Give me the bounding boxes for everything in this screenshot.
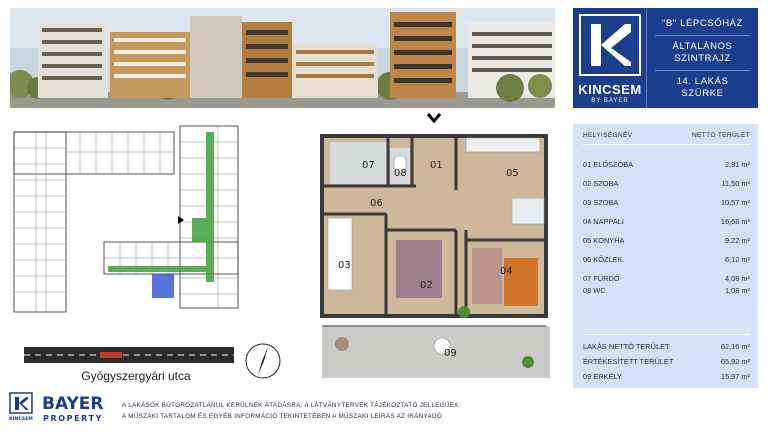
unit-line2: SZÜRKE — [681, 88, 724, 99]
room-label-01: 01 — [430, 160, 443, 171]
divider — [655, 70, 750, 71]
room-label-03: 03 — [338, 260, 351, 271]
plan-type-line1: ÁLTALÁNOS — [672, 41, 733, 52]
disclaimer-line1: A LAKÁSOK BÚTOROZATLANUL KERÜLNEK ÁTADÁSRA, A LÁTVÁNYTERVEK TÁJÉKOZTATÓ JELLEGŰEK. — [122, 402, 461, 409]
north-compass-icon — [244, 342, 282, 380]
room-label-04: 04 — [500, 266, 513, 277]
disclaimer-line2: A MŰSZAKI TARTALOM ÉS EGYÉB INFORMÁCIÓ TEKINTETÉBEN A MŰSZAKI LEÍRÁS AZ IRÁNYADÓ — [122, 413, 443, 420]
room-name: 05 KONYHA — [583, 236, 625, 245]
floor-plan-image — [316, 130, 552, 382]
header-name: HELYISÉGNÉV — [583, 132, 633, 139]
room-area: 10,57 m² — [720, 198, 750, 207]
brand-info — [647, 8, 758, 108]
room-name: 07 FÜRDŐ — [583, 274, 620, 283]
room-area: 2,91 m² — [724, 160, 750, 169]
street-name: Gyógyszergyári utca — [81, 369, 191, 383]
unit-line1: 14. LAKÁS — [676, 76, 729, 87]
room-area: 6,12 m² — [724, 255, 750, 264]
footer-k-text: KINCSEM — [9, 417, 33, 422]
area-table — [573, 124, 758, 388]
room-name: 01 ELŐSZOBA — [583, 160, 634, 169]
room-name: 08 WC — [583, 286, 606, 295]
room-area: 16,68 m² — [720, 217, 750, 226]
bayer-property-logo — [42, 391, 112, 425]
brand-panel — [573, 8, 758, 108]
logo-sub: BY BAYER — [591, 98, 629, 104]
property-text: PROPERTY — [43, 414, 104, 423]
arrow-down-icon — [426, 111, 442, 125]
room-label-08: 08 — [394, 168, 407, 179]
divider — [583, 334, 750, 335]
header-area: NETTÓ TERÜLET — [692, 132, 750, 139]
room-area: 9,22 m² — [724, 236, 750, 245]
building-render-image — [10, 8, 555, 108]
room-area: 11,50 m² — [721, 179, 750, 188]
k-logo-icon — [579, 14, 641, 76]
room-name: 04 NAPPALI — [583, 217, 624, 226]
bayer-text: BAYER — [42, 394, 104, 414]
plan-type-line2: SZINTRAJZ — [674, 53, 731, 64]
room-label-02: 02 — [420, 280, 433, 291]
total-name: 09 ERKÉLY — [583, 372, 622, 381]
kincsem-footer-logo — [8, 392, 34, 424]
street-road-image — [24, 345, 234, 365]
room-label-06: 06 — [370, 198, 383, 209]
divider — [655, 35, 750, 36]
staircase-label: "B" LÉPCSŐHÁZ — [661, 18, 744, 29]
total-area: 65,92 m² — [720, 357, 750, 366]
room-area: 1,08 m² — [724, 286, 750, 295]
logo-name: KINCSEM — [578, 82, 642, 97]
total-name: LAKÁS NETTÓ TERÜLET — [583, 342, 670, 351]
room-name: 06 KÖZLEK. — [583, 255, 625, 264]
room-label-05: 05 — [506, 168, 519, 179]
total-name: ÉRTÉKESÍTETT TERÜLET — [583, 357, 674, 366]
kincsem-logo — [573, 8, 647, 108]
room-label-07: 07 — [362, 160, 375, 171]
room-label-09: 09 — [444, 348, 457, 359]
total-area: 15,97 m² — [720, 372, 750, 381]
divider — [583, 144, 750, 145]
room-name: 02 SZOBA — [583, 179, 619, 188]
site-plan-image — [8, 118, 248, 318]
room-area: 4,08 m² — [724, 274, 750, 283]
total-area: 62,16 m² — [720, 342, 750, 351]
room-name: 03 SZOBA — [583, 198, 619, 207]
